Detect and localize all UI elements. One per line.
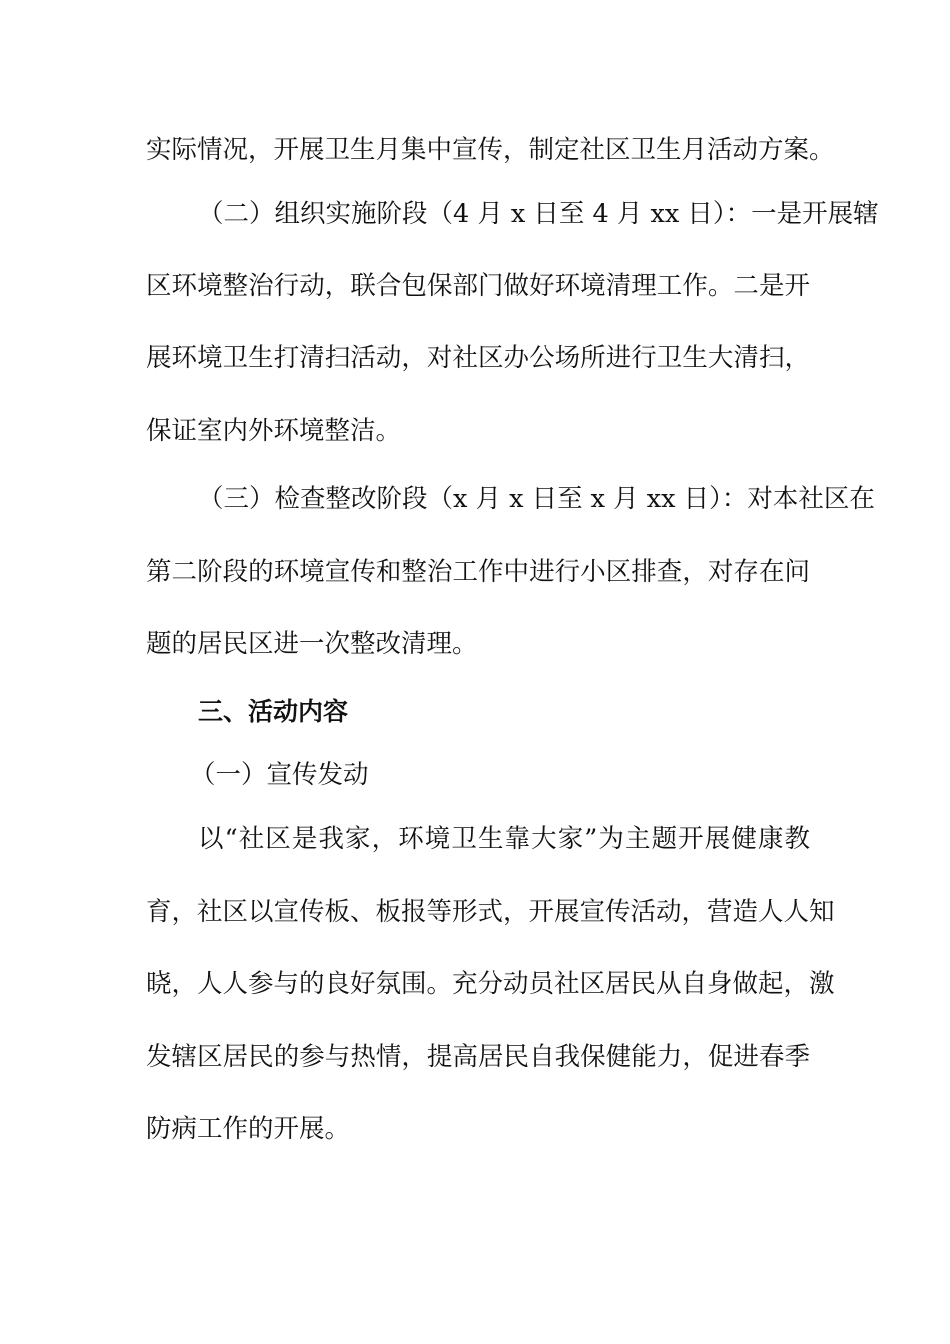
paragraph-line: 防病工作的开展。 xyxy=(146,1114,351,1144)
subsection-heading: （一）宣传发动 xyxy=(190,760,369,790)
paragraph-line: 区环境整治行动，联合包保部门做好环境清理工作。二是开 xyxy=(146,271,810,301)
section-heading: 三、活动内容 xyxy=(198,697,349,726)
paragraph-line: 实际情况，开展卫生月集中宣传，制定社区卫生月活动方案。 xyxy=(146,135,835,165)
paragraph-line: 展环境卫生打清扫活动，对社区办公场所进行卫生大清扫， xyxy=(146,343,810,373)
paragraph-line: （三）检查整改阶段（x 月 x 日至 x 月 xx 日）：对本社区在 xyxy=(198,484,875,514)
paragraph-line: 以“社区是我家，环境卫生靠大家”为主题开展健康教 xyxy=(198,824,810,854)
paragraph-line: 保证室内外环境整洁。 xyxy=(146,416,402,446)
paragraph-line: 发辖区居民的参与热情，提高居民自我保健能力，促进春季 xyxy=(146,1042,810,1072)
paragraph-line: 育，社区以宣传板、板报等形式，开展宣传活动，营造人人知 xyxy=(146,897,835,927)
paragraph-line: 晓，人人参与的良好氛围。充分动员社区居民从自身做起，激 xyxy=(146,969,835,999)
paragraph-line: 第二阶段的环境宣传和整治工作中进行小区排查，对存在问 xyxy=(146,557,810,587)
paragraph-line: （二）组织实施阶段（4 月 x 日至 4 月 xx 日）：一是开展辖 xyxy=(198,199,879,229)
paragraph-line: 题的居民区进一次整改清理。 xyxy=(146,629,478,659)
